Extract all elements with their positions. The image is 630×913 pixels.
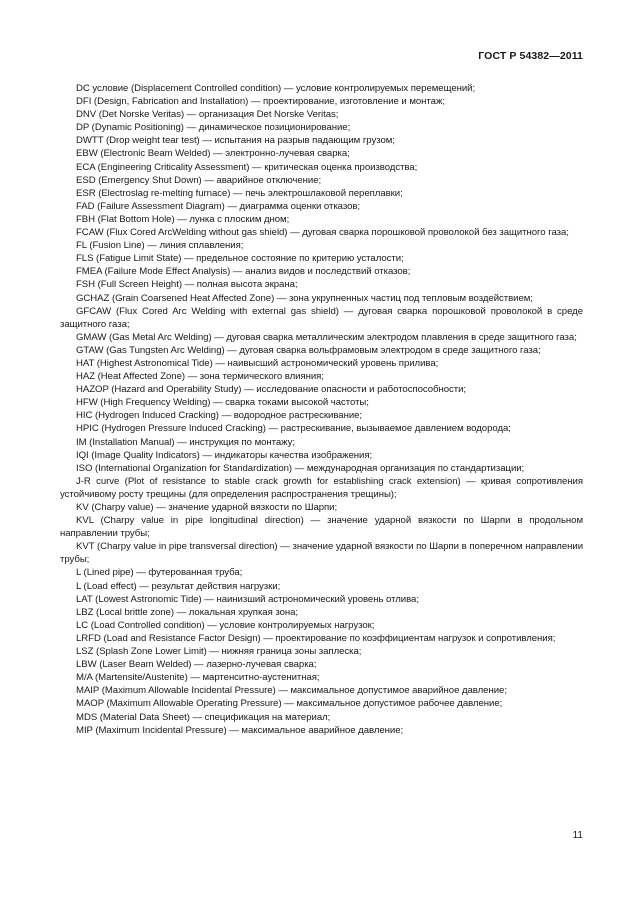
abbreviation-entry: LAT (Lowest Astronomic Tide) — наинизший астрономический уровень отлива; (76, 593, 419, 605)
abbreviation-entry: DC условие (Displacement Controlled condition) — условие контролируемых перемещений; (76, 83, 476, 94)
abbreviation-entry: KV (Charpy value) — значение ударной вязкости по Шарпи; (76, 502, 338, 513)
abbreviation-entry: HAZOP (Hazard and Operability Study) — исследование опасности и работоспособности; (76, 384, 467, 396)
abbreviation-entry: GFCAW (Flux Cored Arc Welding with external gas shield) — дуговая сварка порошковой проволокой в среде защитного газа; (60, 305, 583, 330)
abbreviation-entry: FBH (Flat Bottom Hole) — лунка с плоским дном; (76, 213, 290, 225)
abbreviation-entry: ECA (Engineering Criticality Assessment) — критическая оценка производства; (76, 161, 418, 173)
abbreviation-entry: MIP (Maximum Incidental Pressure) — максимальное аварийное давление; (76, 724, 404, 736)
abbreviation-entry: HPIC (Hydrogen Pressure Induced Cracking) — растрескивание, вызываемое давлением водорода; (76, 423, 511, 435)
page-number: 11 (572, 830, 583, 841)
abbreviation-entry: KVL (Charpy value in pipe longitudinal direction) — значение ударной вязкости по Шарпи в продольном направлении трубы; (60, 515, 583, 540)
abbreviation-entry: ISO (International Organization for Standardization) — международная организация по стандартизации; (76, 462, 525, 474)
abbreviation-entry: ESD (Emergency Shut Down) — аварийное отключение; (76, 174, 322, 186)
abbreviation-entry: GMAW (Gas Metal Arc Welding) — дуговая сварка металлическим электродом плавления в среде защитного газа; (76, 331, 577, 343)
abbreviation-entry: DFI (Design, Fabrication and Installation) — проектирование, изготовление и монтаж; (76, 96, 445, 108)
abbreviation-entry: DWTT (Drop weight tear test) — испытания на разрыв падающим грузом; (76, 135, 395, 147)
abbreviation-entry: GTAW (Gas Tungsten Arc Welding) — дуговая сварка вольфрамовым электродом в среде защитного газа; (76, 344, 541, 356)
abbreviation-entry: LBW (Laser Beam Welded) — лазерно-лучевая сварка; (76, 659, 317, 671)
abbreviation-entry: FMEA (Failure Mode Effect Analysis) — анализ видов и последствий отказов; (76, 266, 411, 278)
abbreviation-entry: IQI (Image Quality Indicators) — индикаторы качества изображения; (76, 449, 373, 461)
abbreviation-entry: LBZ (Local brittle zone) — локальная хрупкая зона; (76, 606, 299, 618)
document-header: ГОСТ Р 54382—2011 (478, 50, 583, 62)
abbreviation-list (60, 82, 583, 737)
abbreviation-entry: MDS (Material Data Sheet) — спецификация на материал; (76, 711, 331, 723)
abbreviation-entry: HAT (Highest Astronomical Tide) — наивысший астрономический уровень прилива; (76, 357, 439, 369)
abbreviation-entry: L (Load effect) — результат действия нагрузки; (76, 580, 281, 592)
abbreviation-entry: MAOP (Maximum Allowable Operating Pressure) — максимальное допустимое рабочее давление; (76, 698, 503, 710)
abbreviation-entry: MAIP (Maximum Allowable Incidental Pressure) — максимальное допустимое аварийное давление; (76, 685, 507, 697)
abbreviation-entry: HFW (High Frequency Welding) — сварка токами высокой частоты; (76, 397, 369, 409)
abbreviation-entry: DNV (Det Norske Veritas) — организация Det Norske Veritas; (76, 109, 339, 121)
abbreviation-entry: FSH (Full Screen Height) — полная высота экрана; (76, 279, 298, 291)
abbreviation-entry: KVT (Charpy value in pipe transversal direction) — значение ударной вязкости по Шарпи в поперечном направлении трубы; (60, 541, 583, 566)
abbreviation-entry: DP (Dynamic Positioning) — динамическое позиционирование; (76, 122, 351, 134)
abbreviation-entry: LRFD (Load and Resistance Factor Design) — проектирование по коэффициентам нагрузок и сопротивления; (76, 632, 556, 644)
abbreviation-entry: FL (Fusion Line) — линия сплавления; (76, 240, 244, 252)
abbreviation-entry: FCAW (Flux Cored ArcWelding without gas shield) — дуговая сварка порошковой проволокой без защитного газа; (76, 227, 569, 239)
abbreviation-entry: L (Lined pipe) — футерованная труба; (76, 567, 243, 579)
abbreviation-entry: HIC (Hydrogen Induced Cracking) — водородное растрескивание; (76, 410, 363, 422)
abbreviation-entry: HAZ (Heat Affected Zone) — зона термического влияния; (76, 371, 324, 383)
abbreviation-entry: LC (Load Controlled condition) — условие контролируемых нагрузок; (76, 619, 375, 631)
abbreviation-entry: FAD (Failure Assessment Diagram) — диаграмма оценки отказов; (76, 200, 361, 212)
abbreviation-entry: GCHAZ (Grain Coarsened Heat Affected Zone) — зона укрупненных частиц под тепловым воздействием; (76, 292, 533, 304)
abbreviation-entry: ESR (Electroslag re-melting furnace) — печь электрошлаковой переплавки; (76, 187, 403, 199)
abbreviation-entry: J-R curve (Plot of resistance to stable crack growth for establishing crack extension) — кривая сопротивления устойчивому росту трещины (для определения распространения трещины); (60, 475, 583, 500)
abbreviation-entry: FLS (Fatigue Limit State) — предельное состояние по критерию усталости; (76, 253, 404, 265)
abbreviation-entry: IM (Installation Manual) — инструкция по монтажу; (76, 436, 296, 448)
abbreviation-entry: LSZ (Splash Zone Lower Limit) — нижняя граница зоны заплеска; (76, 646, 362, 658)
abbreviation-entry: M/A (Martensite/Austenite) — мартенситно-аустенитная; (76, 672, 320, 684)
abbreviation-entry: EBW (Electronic Beam Welded) — электронно-лучевая сварка; (76, 148, 350, 160)
